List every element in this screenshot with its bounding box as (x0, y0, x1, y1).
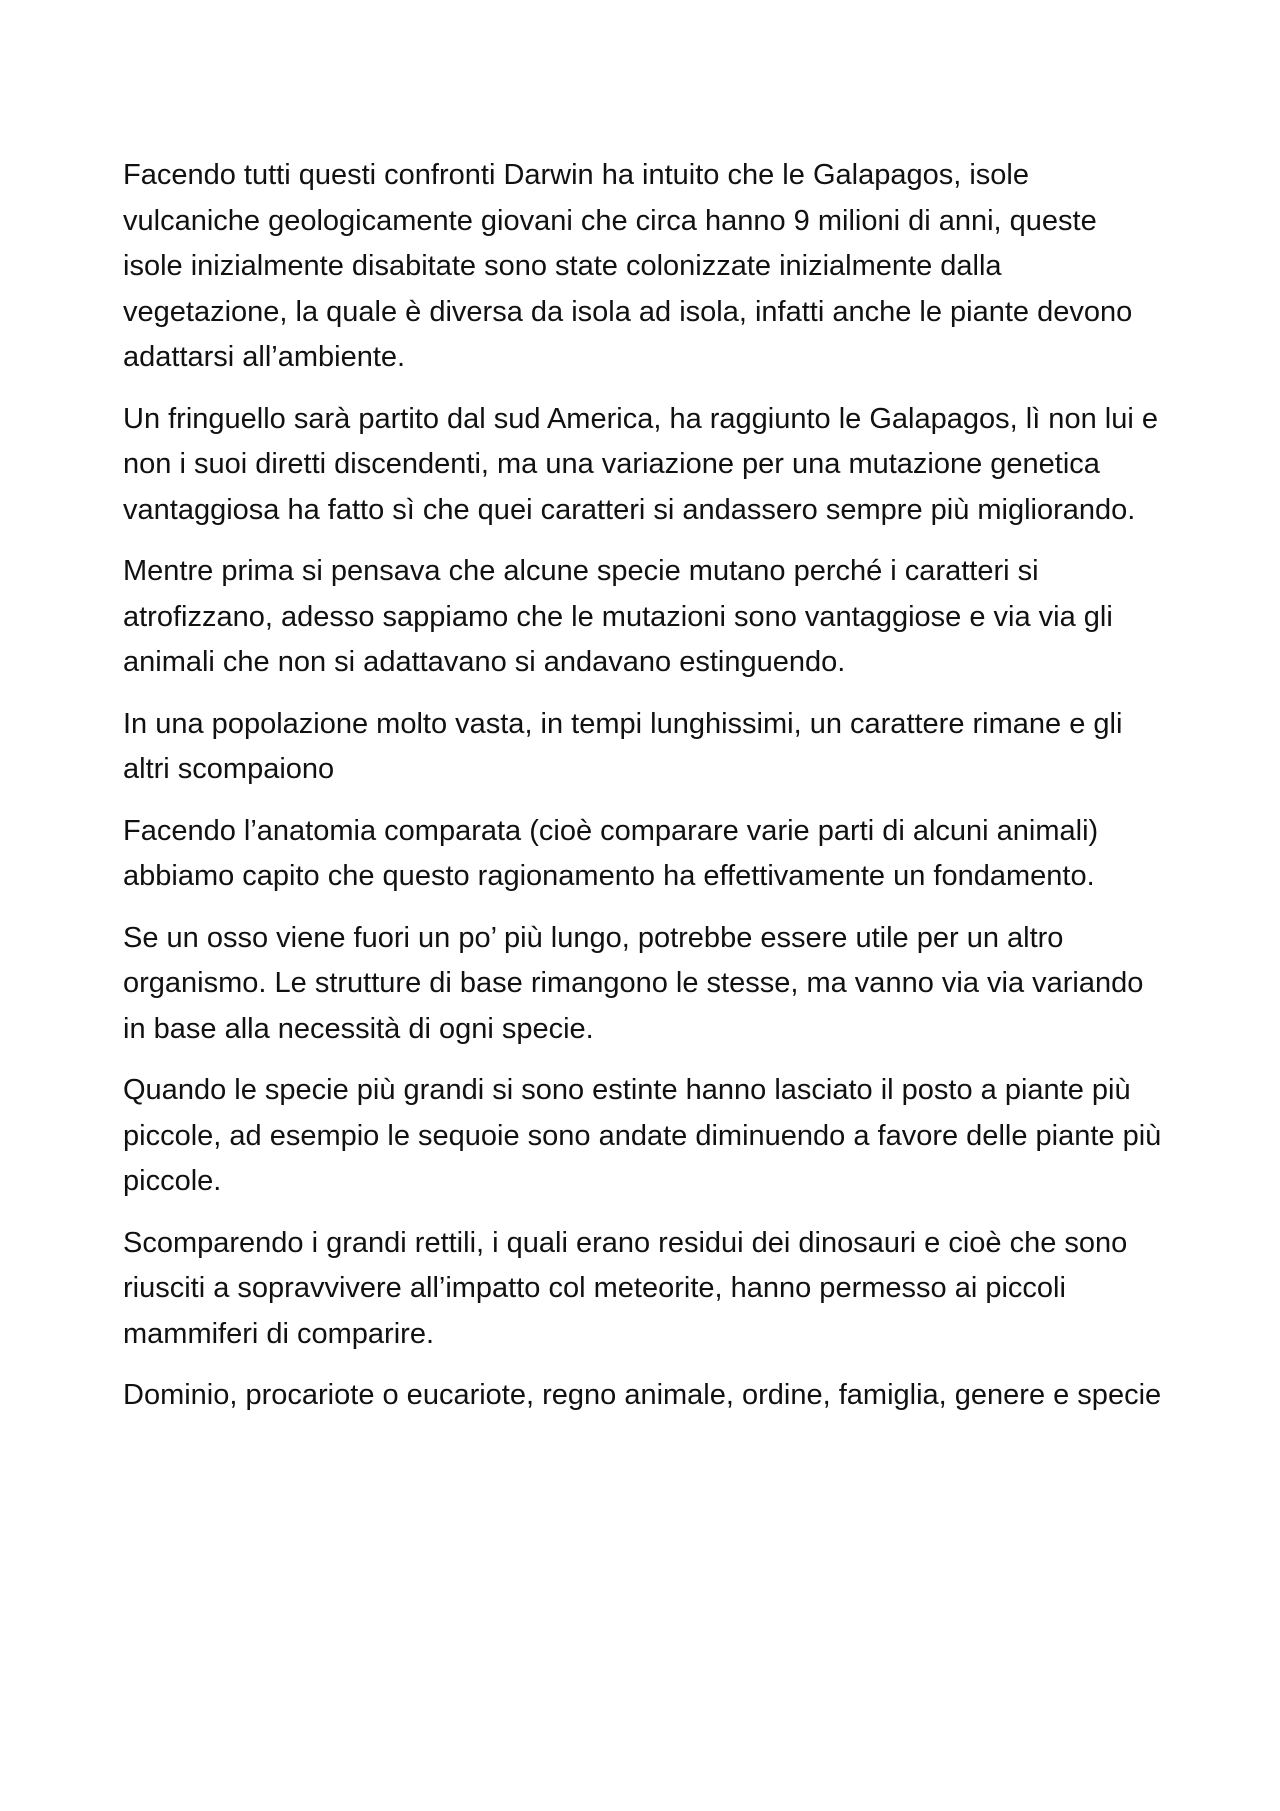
paragraph-mutazioni: Mentre prima si pensava che alcune specie mutano perché i caratteri si atrofizzano, adesso sappiamo che le mutazioni sono vantaggiose e via via gli animali che non si adattavano si andavano estinguendo. (123, 555, 1113, 678)
paragraph-anatomia-comparata: Facendo l’anatomia comparata (cioè comparare varie parti di alcuni animali) abbiamo capito che questo ragionamento ha effettivamente un fondamento. (123, 814, 1099, 892)
paragraph-osso: Se un osso viene fuori un po’ più lungo, potrebbe essere utile per un altro organismo. Le strutture di base rimangono le stesse, ma vanno via via variando in base alla necessità di ogni specie. (123, 921, 1144, 1045)
paragraph-classificazione: Dominio, procariote o eucariote, regno animale, ordine, famiglia, genere e specie (123, 1379, 1162, 1411)
document-body (123, 153, 1163, 1435)
paragraph-popolazione: In una popolazione molto vasta, in tempi lunghissimi, un carattere rimane e gli altri scompaiono (123, 707, 1123, 785)
paragraph-rettili: Scomparendo i grandi rettili, i quali erano residui dei dinosauri e cioè che sono riusciti a sopravvivere all’impatto col meteorite, hanno permesso ai piccoli mammiferi di comparire. (123, 1226, 1128, 1350)
paragraph-fringuello: Un fringuello sarà partito dal sud America, ha raggiunto le Galapagos, lì non lui e non i suoi diretti discendenti, ma una variazione per una mutazione genetica vantaggiosa ha fatto sì che quei caratteri si andassero sempre più migliorando. (123, 402, 1158, 526)
paragraph-sequoie: Quando le specie più grandi si sono estinte hanno lasciato il posto a piante più piccole, ad esempio le sequoie sono andate diminuendo a favore delle piante più piccole. (123, 1074, 1162, 1197)
paragraph-galapagos: Facendo tutti questi confronti Darwin ha intuito che le Galapagos, isole vulcaniche geologicamente giovani che circa hanno 9 milioni di anni, queste isole inizialmente disabitate sono state colonizzate inizialmente dalla vegetazione, la quale è diversa da isola ad isola, infatti anche le piante devono adattarsi all’ambiente. (123, 159, 1133, 373)
